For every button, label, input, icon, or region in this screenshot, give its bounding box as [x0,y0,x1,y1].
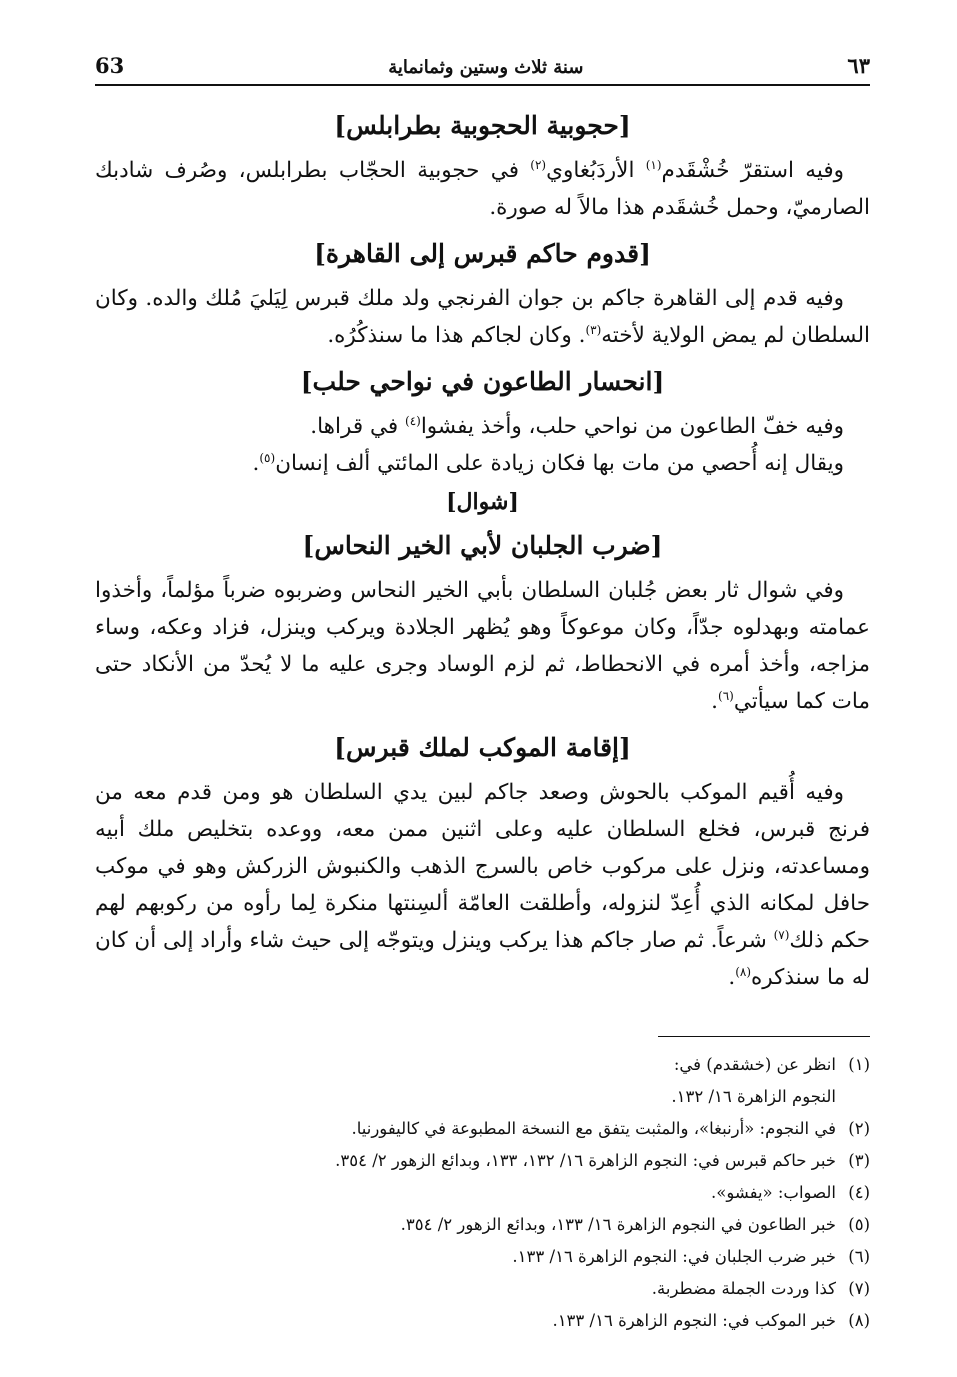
book-page [95,40,870,1337]
paragraph-text: وفيه استقرّ خُشْقَدم [661,158,844,183]
month-heading: [شوال] [446,489,519,515]
footnote-line: النجوم الزاهرة ١٦/ ١٣٢. [671,1087,836,1106]
page-number-latin: 63 [95,53,125,78]
footnote-text [95,1241,836,1273]
section-heading: [قدوم حاكم قبرس إلى القاهرة] [314,239,651,268]
body-paragraph [95,774,870,996]
body-paragraph [95,445,870,482]
footnote-number: (٣) [848,1151,870,1170]
footnote-number: (٧) [848,1279,870,1298]
footnote [95,1209,870,1241]
section-heading: [حجوبية الحجوبية بطرابلس] [334,111,631,140]
footnote-line: خبر ضرب الجلبان في: النجوم الزاهرة ١٦/ ١٣٣. [512,1247,836,1266]
footnote-text [95,1177,836,1209]
footnote-line: خبر حاكم قبرس في: النجوم الزاهرة ١٦/ ١٣٢، ١٣٣، وبدائع الزهور ٢/ ٣٥٤. [335,1151,836,1170]
body-paragraph [95,572,870,720]
footnote-number: (٤) [848,1183,870,1202]
footnotes-list [95,1049,870,1337]
paragraph-text: في حجوبية الحجّاب بطرابلس، وصُرف شادبك الصارميّ، وحمل خُشقَدم هذا مالاً له صورة. [95,158,870,220]
footnote [95,1113,870,1145]
footnote-text [95,1209,836,1241]
section-heading: [إقامة الموكب لملك قبرس] [334,733,631,762]
running-title: سنة ثلاث وستين وثمانماية [388,57,584,78]
page-content [95,108,870,996]
footnote-marker[interactable]: (١) [645,157,662,172]
paragraph-text: . وكان لجاكم هذا ما سنذكُرُه. [327,323,586,348]
footnote-marker[interactable]: (٥) [259,450,276,465]
footnote-marker[interactable]: (٤) [405,413,421,428]
footnote [95,1049,870,1113]
footnote-marker[interactable]: (٣) [585,322,602,337]
footnote-text [95,1305,836,1337]
footnote-marker[interactable]: (٨) [735,964,752,979]
footnote [95,1273,870,1305]
body-paragraph [95,152,870,226]
section-heading: [ضرب الجلبان لأبي الخير النحاس] [302,531,663,560]
paragraph-text: ويقال إنه أُحصي من مات بها فكان زيادة على المائتي ألف إنسان [275,451,844,476]
body-paragraph [95,408,870,445]
page-number-arabic: ٦٣ [847,53,870,78]
footnote-text [95,1273,836,1305]
footnote [95,1177,870,1209]
footnote [95,1241,870,1273]
footnote-text [95,1049,836,1113]
paragraph-text: الأردَبُغاوي [546,158,646,183]
footnote-marker[interactable]: (٧) [773,927,790,942]
paragraph-text: وفيه قدم إلى القاهرة جاكم بن جوان الفرنجي ولد ملك قبرس لِيَليَ مُلك والده. وكان السلطان لم يمض الولاية لأخته [95,286,870,348]
footnote-marker[interactable]: (٦) [718,688,734,703]
footnote-number: (٢) [848,1119,870,1138]
footnote-line: الصواب: «يفشو». [711,1183,836,1202]
footnote-line: خبر الطاعون في النجوم الزاهرة ١٦/ ١٣٣، وبدائع الزهور ٢/ ٣٥٤. [400,1215,836,1234]
body-paragraph [95,280,870,354]
footnote-line: خبر الموكب في: النجوم الزاهرة ١٦/ ١٣٣. [552,1311,836,1330]
section-heading: [انحسار الطاعون في نواحي حلب] [300,367,665,396]
paragraph-text: في قراها. [310,414,405,439]
footnote [95,1305,870,1337]
paragraph-text: . [252,451,260,476]
footnote-line: كذا وردت الجملة مضطربة. [651,1279,836,1298]
footnote-text [95,1145,836,1177]
page-header [95,40,870,86]
paragraph-text: وفيه أُقيم الموكب بالحوش وصعد جاكم لبين يدي السلطان هو ومن قدم معه من فرنج قبرس، فخلع السلطان عليه وعلى اثنين ممن معه، ووعده بتخليص ملك أبيه ومساعدته، ونزل على مركوب خاص بالسرج الذهب والكنبوش الزركش وهو في موكب حافل لمكانه الذي أُعِدّ لنزوله، وأطلقت العامّة ألسِنتها منكرة لِما رأوه من ركوبهم لهم حكم ذلك [95,780,870,953]
paragraph-text: وفيه خفّ الطاعون من نواحي حلب، وأخذ يفشوا [420,414,844,439]
footnote-marker[interactable]: (٢) [530,157,547,172]
paragraph-text: وفي شوال ثار بعض جُلبان السلطان بأبي الخير النحاس وضربوه ضرباً مؤلماً، وأخذوا عمامته وبهدلوه جدّاً، وكان موعوكاً وهو يُظهر الجلادة ويركب وينزل، فزاد وعكه، وساء مزاجه، وأخذ أمره في الانحطاط، ثم لزم الوساد وجرى عليه ما لا يُحدّ من الأنكاد حتى مات كما سيأتي [95,578,870,714]
footnote-number: (٥) [848,1215,870,1234]
footnote-line: انظر عن (خشقدم) في: [673,1055,836,1074]
footnote-line: في النجوم: «أرنبغا»، والمثبت يتفق مع النسخة المطبوعة في كاليفورنيا. [351,1119,836,1138]
footnote-number: (٨) [848,1311,870,1330]
footnote-text [95,1113,836,1145]
footnote [95,1145,870,1177]
footnote-number: (٦) [848,1247,870,1266]
footnote-number: (١) [848,1055,870,1074]
paragraph-text: . [728,965,736,990]
paragraph-text: شرعاً. ثم صار جاكم هذا يركب وينزل ويتوجّه إلى حيث شاء وأراد إلى أن كان له ما سنذكره [95,928,870,990]
footnote-separator [658,1036,870,1037]
paragraph-text: . [711,689,719,714]
